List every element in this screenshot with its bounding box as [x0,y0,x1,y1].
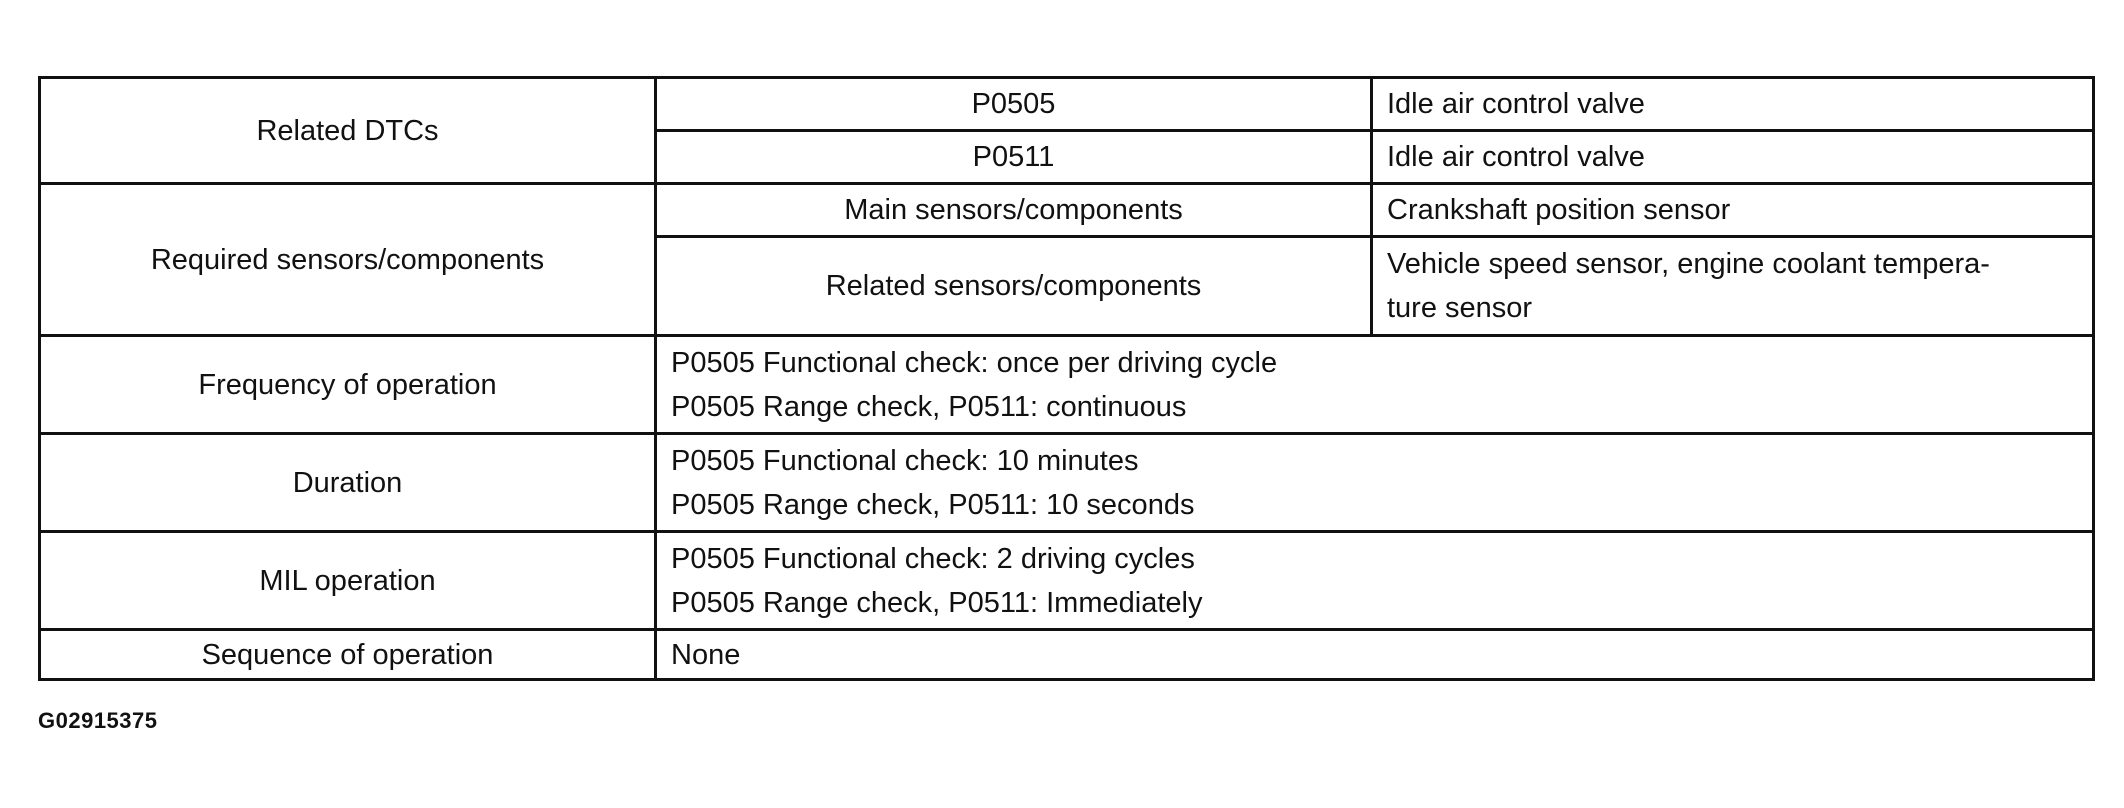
related-sensors-value [1372,237,2094,336]
mil-operation-line-1: P0505 Functional check: 2 driving cycles [671,542,1195,575]
related-sensors-value-line-2: ture sensor [1387,292,1533,324]
sequence-label: Sequence of operation [40,630,656,680]
required-sensors-label: Required sensors/components [40,184,656,336]
duration-value [656,434,2094,532]
frequency-line-2: P0505 Range check, P0511: continuous [671,390,1187,423]
related-sensors-label: Related sensors/components [656,237,1372,336]
related-sensors-value-line-1: Vehicle speed sensor, engine coolant tempera- [1387,248,1990,280]
dtc-summary-table [38,76,2095,681]
main-sensors-label: Main sensors/components [656,184,1372,237]
duration-line-2: P0505 Range check, P0511: 10 seconds [671,488,1195,521]
dtc-code: P0511 [656,131,1372,184]
frequency-label: Frequency of operation [40,336,656,434]
frequency-value [656,336,2094,434]
main-sensors-value: Crankshaft position sensor [1372,184,2094,237]
sequence-value: None [656,630,2094,680]
duration-line-1: P0505 Functional check: 10 minutes [671,444,1139,477]
table-row-frequency [40,336,2094,434]
table-row-sequence [40,630,2094,680]
table-row-related-dtc-1 [40,78,2094,131]
related-dtcs-label: Related DTCs [40,78,656,184]
mil-operation-label: MIL operation [40,532,656,630]
table-row-mil-operation [40,532,2094,630]
dtc-description: Idle air control valve [1372,131,2094,184]
duration-label: Duration [40,434,656,532]
frequency-line-1: P0505 Functional check: once per driving cycle [671,346,1278,379]
figure-id-caption: G02915375 [38,708,158,733]
dtc-description: Idle air control valve [1372,78,2094,131]
dtc-code: P0505 [656,78,1372,131]
mil-operation-value [656,532,2094,630]
table-row-duration [40,434,2094,532]
mil-operation-line-2: P0505 Range check, P0511: Immediately [671,586,1203,619]
table-row-main-sensors [40,184,2094,237]
